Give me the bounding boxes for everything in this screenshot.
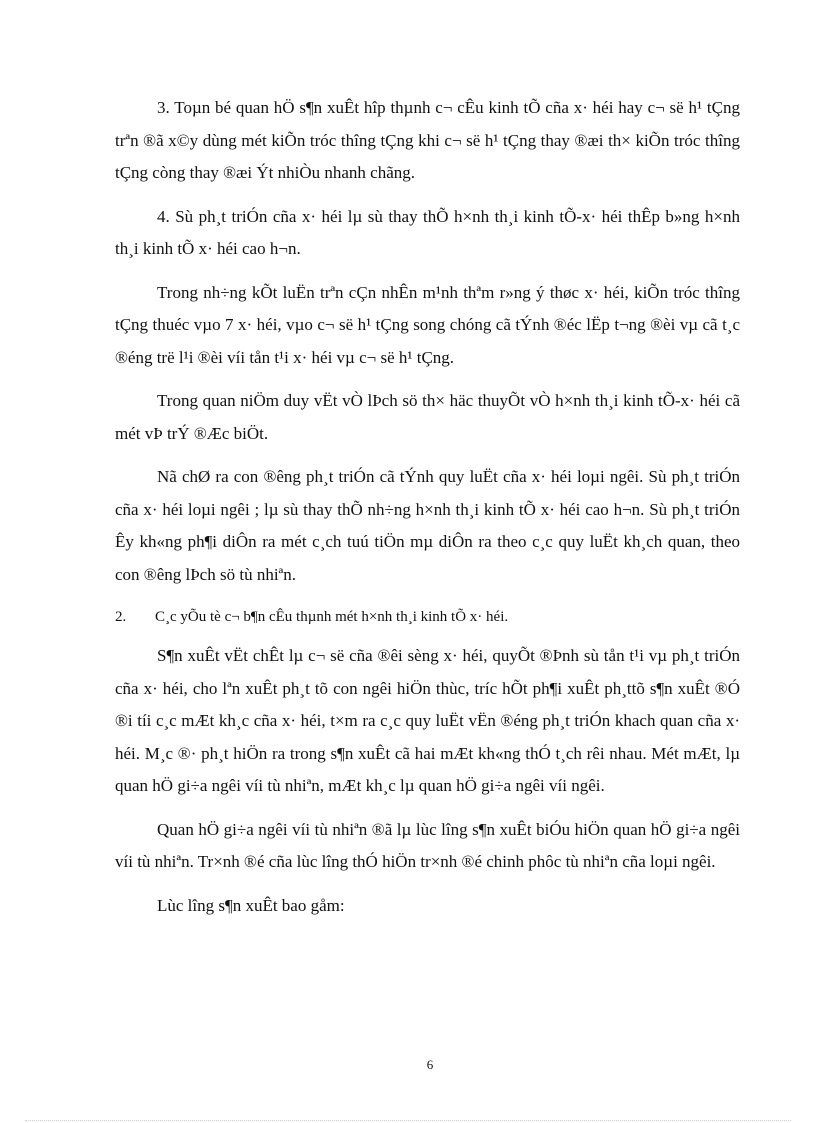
paragraph-conclusions: Trong nh÷ng kÕt luËn trªn cÇn nhÊn m¹nh thªm r»ng ý thøc x· héi, kiÕn tróc thîng tÇng thuéc vµo 7 x· héi, vµo c¬ së h¹ tÇng song chóng cã tÝnh ®éc lËp t¬ng ®èi vµ cã t¸c ®éng trë l¹i ®èi víi tån t¹i x· héi vµ c¬ së h¹ tÇng.	[115, 282, 740, 367]
section-number: 2.	[115, 609, 127, 625]
paragraph-relation-to-nature: Quan hÖ gi÷a ngêi víi tù nhiªn ®ã lµ lùc lîng s¶n xuÊt biÓu hiÖn quan hÖ gi÷a ngêi víi tù nhiªn. Tr×nh ®é cña lùc lîng thÓ hiÖn tr×nh ®é chinh phôc tù nhiªn cña loµi ngêi.	[115, 819, 740, 871]
page-bottom-divider	[25, 1120, 791, 1121]
paragraph-point-4: 4. Sù ph¸t triÓn cña x· héi lµ sù thay thÕ h×nh th¸i kinh tÕ-x· héi thÊp b»ng h×nh th¸i kinh tÕ x· héi cao h¬n.	[115, 206, 740, 258]
paragraph-material-production: S¶n xuÊt vËt chÊt lµ c¬ së cña ®êi sèng x· héi, quyÕt ®Þnh sù tån t¹i vµ ph¸t triÓn cña x· héi, cho lªn xuÊt ph¸t tõ con ngêi hiÖn thùc, tríc hÕt ph¶i xuÊt ph¸ttõ s¶n xuÊt ®Ó ®i tíi c¸c mÆt kh¸c cña x· héi, t×m ra c¸c quy luËt vËn ®éng ph¸t triÓn khach quan cña x· héi. M¸c ®· ph¸t hiÖn ra trong s¶n xuÊt cã hai mÆt kh«ng thÓ t¸ch rêi nhau. Mét mÆt, lµ quan hÖ gi÷a ngêi víi tù nhiªn, mÆt kh¸c lµ quan hÖ gi÷a ngêi víi ngêi.	[115, 646, 740, 795]
page-number: 6	[426, 1057, 434, 1072]
paragraph-development-path: Nã chØ ra con ®êng ph¸t triÓn cã tÝnh quy luËt cña x· héi loµi ngêi. Sù ph¸t triÓn cña x· héi loµi ngêi ; lµ sù thay thÕ nh÷ng h×nh th¸i kinh tÕ x· héi cao h¬n. Sù ph¸t triÓn Êy kh«ng ph¶i diÔn ra mét c¸ch tuú tiÖn mµ diÔn ra theo c¸c quy luËt kh¸ch quan, theo con ®êng lÞch sö tù nhiªn.	[115, 467, 740, 584]
section-heading	[115, 602, 740, 632]
paragraph-productive-forces: Lùc lîng s¶n xuÊt bao gåm:	[157, 895, 345, 915]
page-body	[115, 92, 740, 933]
paragraph-point-3: 3. Toµn bé quan hÖ s¶n xuÊt hîp thµnh c¬ cÊu kinh tÕ cña x· héi hay c¬ së h¹ tÇng trªn ®ã x©y dùng mét kiÕn tróc thîng tÇng khi c¬ së h¹ tÇng thay ®æi th× kiÕn tróc thîng tÇng còng thay ®æi Ýt nhiÒu nhanh chãng.	[115, 98, 740, 182]
section-title: C¸c yÕu tè c¬ b¶n cÊu thµnh mét h×nh th¸i kinh tÕ x· héi.	[155, 609, 509, 625]
paragraph-historical-materialism: Trong quan niÖm duy vËt vÒ lÞch sö th× häc thuyÕt vÒ h×nh th¸i kinh tÕ-x· héi cã mét vÞ trÝ ®Æc biÖt.	[115, 391, 740, 443]
